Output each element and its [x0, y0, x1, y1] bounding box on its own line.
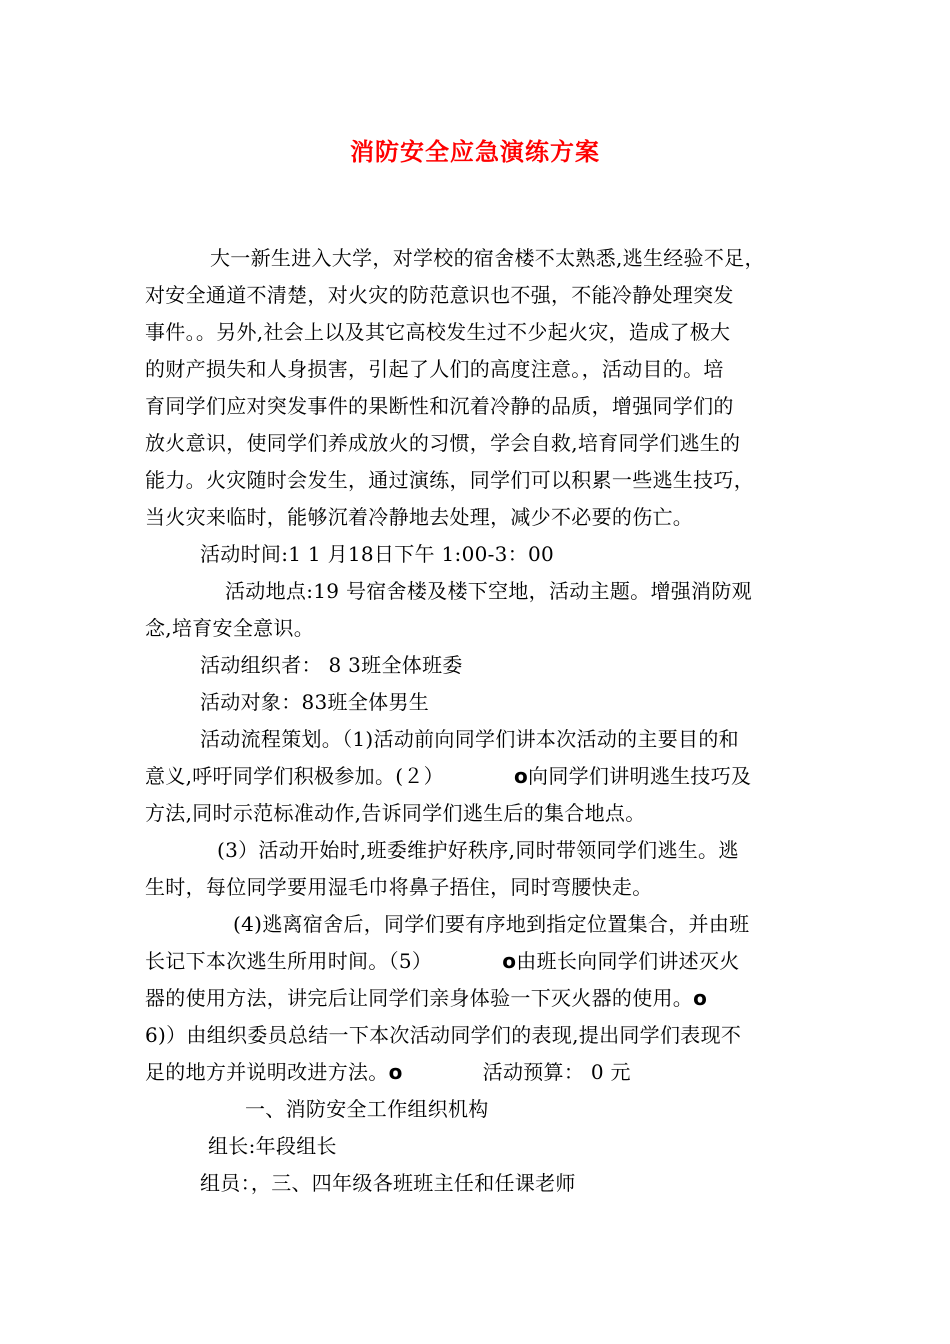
step3-line: (3）活动开始时,班委维护好秩序,同时带领同学们逃生。逃 [217, 838, 739, 862]
activity-time: 活动时间:1 1 月18日下午 1:00-3：00 [200, 542, 555, 566]
bullet-mark: o [388, 1060, 403, 1084]
flow-line: 方法,同时示范标准动作,告诉同学们逃生后的集合地点。 [145, 801, 646, 825]
paragraph-line: 事件。。另外,社会上以及其它高校发生过不少起火灾，造成了极大 [145, 320, 731, 344]
paragraph-line: 放火意识，使同学们养成放火的习惯，学会自救,培育同学们逃生的 [145, 431, 741, 455]
document-title: 消防安全应急演练方案 [350, 138, 600, 166]
paragraph-line: 育同学们应对突发事件的果断性和沉着冷静的品质，增强同学们的 [145, 394, 734, 418]
activity-place-line: 念,培育安全意识。 [145, 616, 315, 640]
flow-line [145, 758, 810, 795]
step4-text: 足的地方并说明改进方法。 [145, 1060, 389, 1084]
step4-line [145, 980, 810, 1017]
bullet-mark: o [693, 986, 708, 1010]
flow-line: 活动流程策划。（1)活动前向同学们讲本次活动的主要目的和 [200, 727, 739, 751]
activity-target: 活动对象：83班全体男生 [200, 690, 430, 714]
step4-text: 器的使用方法，讲完后让同学们亲身体验一下灭火器的使用。 [145, 986, 694, 1010]
step4-text: 由班长向同学们讲述灭火 [516, 949, 740, 973]
step4-text: 长记下本次逃生所用时间。（5） [145, 949, 433, 973]
activity-place-line: 活动地点:19 号宿舍楼及楼下空地，活动主题。增强消防观 [225, 579, 752, 603]
step3-line: 生时，每位同学要用湿毛巾将鼻子捂住，同时弯腰快走。 [145, 875, 653, 899]
paragraph-line: 能力。火灾随时会发生，通过演练，同学们可以积累一些逃生技巧， [145, 468, 754, 492]
section-heading: 一、消防安全工作组织机构 [245, 1097, 489, 1121]
step4-line [145, 943, 810, 980]
flow-text: 意义,呼吁同学们积极参加。(２） [145, 764, 444, 788]
bullet-mark: o [502, 949, 517, 973]
bullet-mark: o [513, 764, 529, 788]
document-body [145, 240, 810, 1202]
members-line: 组员：，三、四年级各班班主任和任课老师 [200, 1171, 576, 1195]
step4-line [145, 1054, 810, 1091]
step4-line: (4)逃离宿舍后，同学们要有序地到指定位置集合，并由班 [233, 912, 750, 936]
flow-text: 向同学们讲明逃生技巧及 [528, 764, 752, 788]
step4-line: 6)）由组织委员总结一下本次活动同学们的表现,提出同学们表现不 [145, 1023, 742, 1047]
paragraph-line: 的财产损失和人身损害，引起了人们的高度注意。，活动目的。培 [145, 357, 724, 381]
leader-line: 组长:年段组长 [208, 1134, 337, 1158]
activity-budget: 活动预算： 0 元 [482, 1060, 631, 1084]
paragraph-line: 对安全通道不清楚，对火灾的防范意识也不强，不能冷静处理突发 [145, 283, 734, 307]
paragraph-line: 当火灾来临时，能够沉着冷静地去处理，减少不必要的伤亡。 [145, 505, 694, 529]
activity-organizer: 活动组织者： 8 3班全体班委 [200, 653, 463, 677]
paragraph-line: 大一新生进入大学，对学校的宿舍楼不太熟悉,逃生经验不足， [210, 246, 765, 270]
